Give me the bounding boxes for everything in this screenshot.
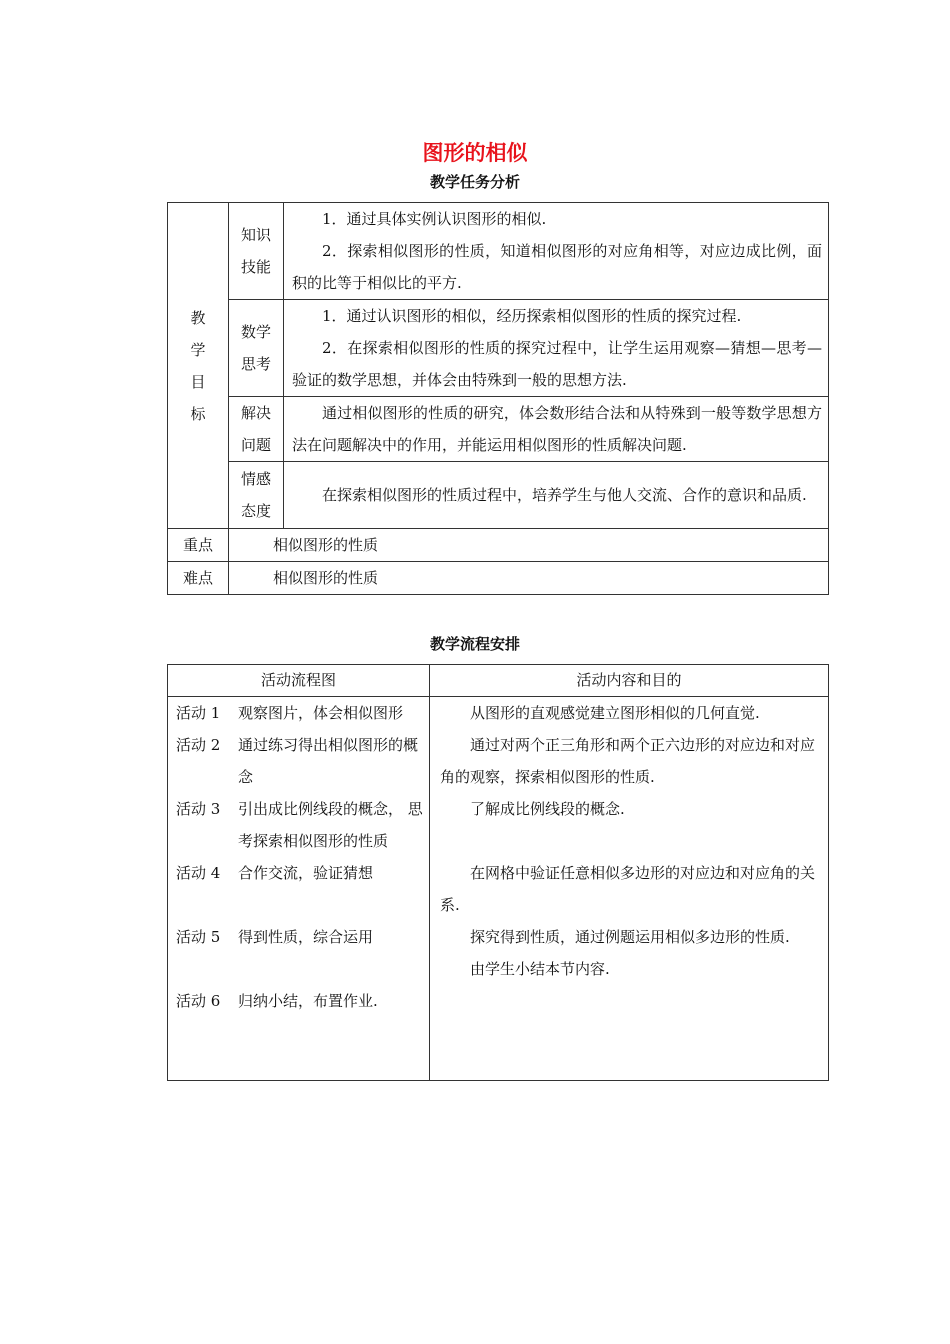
goal-line: 在探索相似图形的性质过程中，培养学生与他人交流、合作的意识和品质. bbox=[322, 486, 807, 504]
goal-char: 学 bbox=[190, 340, 206, 359]
goal-line: 通过相似图形的性质的研究，体会数形结合法和从特殊到一般等数学思想方法在问题解决中的作用，并能运用相似图形的性质解决问题. bbox=[292, 404, 822, 454]
activity-text: 合作交流，验证猜想 bbox=[238, 864, 374, 882]
goal-char: 目 bbox=[190, 372, 206, 391]
key-point-label: 重点 bbox=[168, 529, 229, 562]
goal-description bbox=[284, 397, 829, 462]
task-analysis-table bbox=[167, 202, 829, 595]
activity-label: 活动 4 bbox=[176, 864, 221, 882]
activity-item bbox=[176, 921, 423, 953]
goal-description bbox=[284, 462, 829, 529]
activity-text: 通过练习得出相似图形的概念 bbox=[238, 736, 419, 786]
activity-flow-cell bbox=[168, 697, 430, 1081]
goal-line: 1．通过具体实例认识图形的相似. bbox=[322, 210, 547, 228]
difficulty-label: 难点 bbox=[168, 562, 229, 595]
category-line: 数学 bbox=[240, 323, 271, 341]
activity-label: 活动 6 bbox=[176, 992, 221, 1010]
flow-heading: 教学流程安排 bbox=[429, 635, 520, 653]
flow-column-header: 活动流程图 bbox=[168, 665, 430, 697]
category-line: 情感 bbox=[240, 470, 271, 488]
category-line: 态度 bbox=[240, 502, 271, 520]
content-paragraph: 通过对两个正三角形和两个正六边形的对应边和对应角的观察，探索相似图形的性质. bbox=[440, 736, 816, 786]
activity-content-cell bbox=[430, 697, 829, 1081]
category-line: 技能 bbox=[240, 258, 271, 276]
category-line: 知识 bbox=[240, 226, 271, 244]
activity-text: 观察图片，体会相似图形 bbox=[238, 704, 404, 722]
activity-item bbox=[176, 985, 423, 1017]
task-analysis-heading: 教学任务分析 bbox=[429, 173, 520, 191]
category-line: 解决 bbox=[240, 404, 271, 422]
activity-text: 得到性质，综合运用 bbox=[238, 928, 374, 946]
activity-label: 活动 2 bbox=[176, 736, 221, 754]
activity-item bbox=[176, 697, 423, 729]
document-title: 图形的相似 bbox=[422, 141, 528, 165]
content-paragraph: 从图形的直观感觉建立图形相似的几何直觉. bbox=[470, 704, 760, 722]
goal-label-cell bbox=[168, 203, 229, 529]
goal-line: 1．通过认识图形的相似，经历探索相似图形的性质的探究过程. bbox=[322, 307, 742, 325]
content-paragraph: 由学生小结本节内容. bbox=[470, 960, 610, 978]
content-paragraph: 在网格中验证任意相似多边形的对应边和对应角的关系. bbox=[440, 864, 816, 914]
activity-item bbox=[176, 857, 423, 889]
activity-label: 活动 1 bbox=[176, 704, 221, 722]
difficulty-value: 相似图形的性质 bbox=[229, 562, 829, 595]
activity-text: 引出成比例线段的概念， 思考探索相似图形的性质 bbox=[238, 800, 423, 850]
activity-text: 归纳小结，布置作业. bbox=[238, 992, 378, 1010]
goal-line: 2．探索相似图形的性质，知道相似图形的对应角相等，对应边成比例，面积的比等于相似比的平方. bbox=[292, 242, 822, 292]
content-column-header: 活动内容和目的 bbox=[430, 665, 829, 697]
goal-category-label bbox=[229, 397, 284, 462]
category-line: 问题 bbox=[240, 436, 271, 454]
activity-item bbox=[176, 793, 423, 857]
goal-description bbox=[284, 300, 829, 397]
goal-category-label bbox=[229, 300, 284, 397]
goal-category-label bbox=[229, 203, 284, 300]
activity-label: 活动 3 bbox=[176, 800, 221, 818]
key-point-value: 相似图形的性质 bbox=[229, 529, 829, 562]
goal-category-label bbox=[229, 462, 284, 529]
teaching-flow-table bbox=[167, 664, 829, 1081]
content-paragraph: 了解成比例线段的概念. bbox=[470, 800, 625, 818]
goal-line: 2．在探索相似图形的性质的探究过程中，让学生运用观察—猜想—思考—验证的数学思想，并体会由特殊到一般的思想方法. bbox=[292, 339, 822, 389]
activity-item bbox=[176, 729, 423, 793]
goal-char: 标 bbox=[190, 404, 206, 423]
goal-char: 教 bbox=[190, 308, 206, 327]
goal-description bbox=[284, 203, 829, 300]
category-line: 思考 bbox=[240, 355, 271, 373]
activity-label: 活动 5 bbox=[176, 928, 221, 946]
content-paragraph: 探究得到性质，通过例题运用相似多边形的性质. bbox=[470, 928, 790, 946]
